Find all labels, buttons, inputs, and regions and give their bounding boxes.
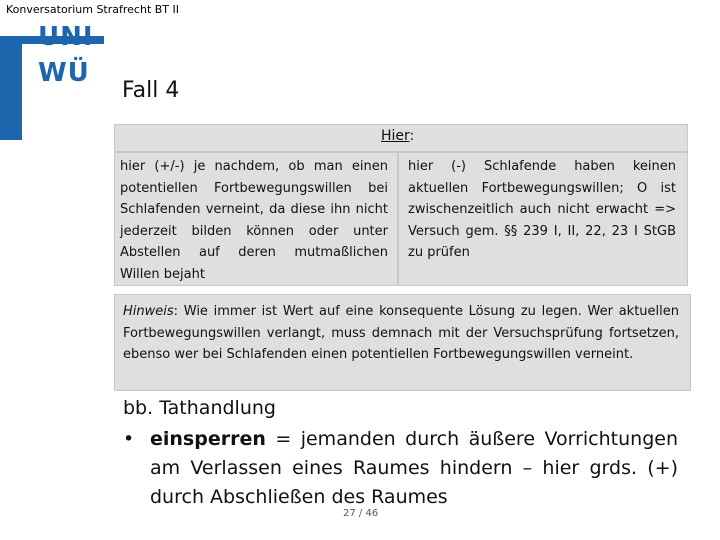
bullet-item (123, 425, 678, 512)
hinweis-body: : Wie immer ist Wert auf eine konsequente Lösung zu legen. Wer aktuellen Fortbewegungswillen verlangt, muss demnach mit der Versuchsprüfung fortsetzen, ebenso wer bei Schlafenden einen potentiellen Fortbewegungswillen verneint. (123, 304, 679, 363)
bullet-definition: = jemanden durch äußere Vorrichtungen am Verlassen eines Raumes hindern – hier grds. (+) durch Abschließen des Raumes (150, 428, 678, 508)
hinweis-note (123, 301, 679, 366)
comparison-heading (381, 128, 414, 144)
bullet-text (150, 425, 678, 512)
logo-text-line1: UNI (38, 22, 94, 52)
page-number: 27 / 46 (343, 508, 379, 519)
comparison-left-text: hier (+/-) je nachdem, ob man einen potentiellen Fortbewegungswillen bei Schlafenden verneint, da diese ihn nicht jederzeit bilden können oder unter Abstellen auf deren mutmaßlichen Willen bejaht (120, 159, 388, 282)
comparison-heading-word: Hier (381, 128, 410, 144)
bullet-term: einsperren (150, 428, 266, 450)
section-heading: bb. Tathandlung (123, 397, 276, 419)
comparison-right-text: hier (-) Schlafende haben keinen aktuellen Fortbewegungswillen; O ist zwischenzeitlich auch nicht erwacht => Versuch gem. §§ 239 I, II, 22, 23 I StGB zu prüfen (408, 159, 676, 261)
bullet-icon: • (123, 428, 135, 450)
slide-title: Fall 4 (122, 78, 180, 103)
hinweis-label: Hinweis (123, 304, 174, 319)
logo-text-line2: WÜ (38, 58, 90, 88)
comparison-heading-colon: : (409, 128, 415, 144)
course-title: Konversatorium Strafrecht BT II (6, 3, 180, 16)
